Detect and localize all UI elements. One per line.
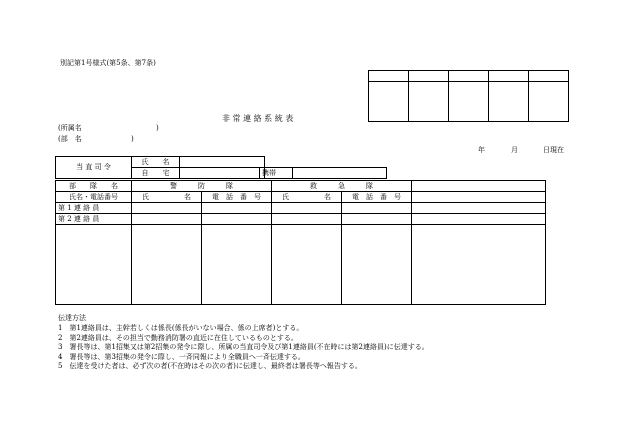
mobile-table (259, 167, 387, 179)
date-month-label: 月 (511, 146, 518, 154)
cell[interactable] (56, 225, 132, 305)
cell[interactable] (272, 225, 342, 305)
affiliation-name-close: ) (156, 124, 159, 132)
cell[interactable] (132, 203, 202, 214)
stamp-header-cell (489, 71, 529, 82)
note-item: 1 第1連絡員は、主幹若しくは係長(係長がいない場合、係の上席者)とする。 (58, 324, 304, 332)
cell[interactable] (132, 214, 202, 225)
stamp-header-cell (409, 71, 449, 82)
stamp-cell[interactable] (369, 82, 409, 122)
stamp-header-cell (369, 71, 409, 82)
stamp-cell[interactable] (489, 82, 529, 122)
stamp-cell[interactable] (529, 82, 569, 122)
department-name-label: (部 名 (58, 135, 82, 143)
duty-commander-label: 当 直 司 令 (56, 157, 132, 179)
duty-name-label: 氏 名 (132, 157, 180, 168)
stamp-cell[interactable] (449, 82, 489, 122)
duty-name-field[interactable] (180, 157, 265, 168)
rescue-name-col: 氏 名 (272, 192, 342, 203)
duty-home-label: 自 宅 (132, 168, 180, 179)
mobile-label: 携帯 (260, 168, 293, 179)
dept-header-blank (412, 181, 546, 192)
notes-list (58, 325, 429, 373)
cell[interactable] (272, 214, 342, 225)
form-reference: 別記第1号様式(第5条、第7条) (60, 59, 156, 67)
note-item: 5 伝達を受けた者は、必ず次の者(不在時はその次の者)に伝達し、最終者は署長等へ報告する。 (58, 362, 362, 371)
department-name-close: ) (131, 135, 134, 143)
note-item: 4 署長等は、第3招集の発令に際し、一斉同報により全職員へ一斉伝達する。 (58, 352, 305, 361)
extra-col (412, 192, 546, 203)
cell[interactable] (342, 203, 412, 214)
approval-stamp-table (368, 70, 569, 122)
guard-unit-header: 警 防 隊 (132, 181, 272, 192)
dept-header: 部 隊 名 (56, 181, 132, 192)
document-title: 非 常 連 絡 系 統 表 (222, 114, 294, 123)
stamp-header-cell (529, 71, 569, 82)
cell[interactable] (412, 203, 546, 214)
guard-name-col: 氏 名 (132, 192, 202, 203)
cell[interactable] (412, 225, 546, 305)
duty-home-field[interactable] (180, 168, 265, 179)
person-header: 氏名・電話番号 (56, 192, 132, 203)
affiliation-name-label: (所属名 (58, 124, 82, 132)
cell[interactable] (202, 203, 272, 214)
rescue-phone-col: 電 話 番 号 (342, 192, 412, 203)
stamp-cell[interactable] (409, 82, 449, 122)
cell[interactable] (342, 225, 412, 305)
cell[interactable] (412, 214, 546, 225)
notes-heading: 伝達方法 (58, 314, 86, 322)
note-item: 3 署長等は、第1招集又は第2招集の発令に際し、所属の当直司令及び第1連絡員(不在時には第2連絡員)に伝達する。 (58, 343, 429, 352)
guard-phone-col: 電 話 番 号 (202, 192, 272, 203)
contact-row1-label: 第 1 連 絡 員 (56, 203, 132, 214)
stamp-header-cell (449, 71, 489, 82)
note-item: 2 第2連絡員は、その担当で勤務消防署の直近に在住しているものとする。 (58, 333, 298, 342)
cell[interactable] (272, 203, 342, 214)
mobile-field[interactable] (293, 168, 387, 179)
cell[interactable] (342, 214, 412, 225)
date-year-label: 年 (478, 146, 485, 154)
rescue-unit-header: 救 急 隊 (272, 181, 412, 192)
date-day-label: 日現在 (543, 146, 564, 154)
contact-row2-label: 第 2 連 絡 員 (56, 214, 132, 225)
duty-commander-table (55, 156, 265, 179)
cell[interactable] (132, 225, 202, 305)
cell[interactable] (202, 214, 272, 225)
contact-main-table (55, 180, 546, 305)
cell[interactable] (202, 225, 272, 305)
